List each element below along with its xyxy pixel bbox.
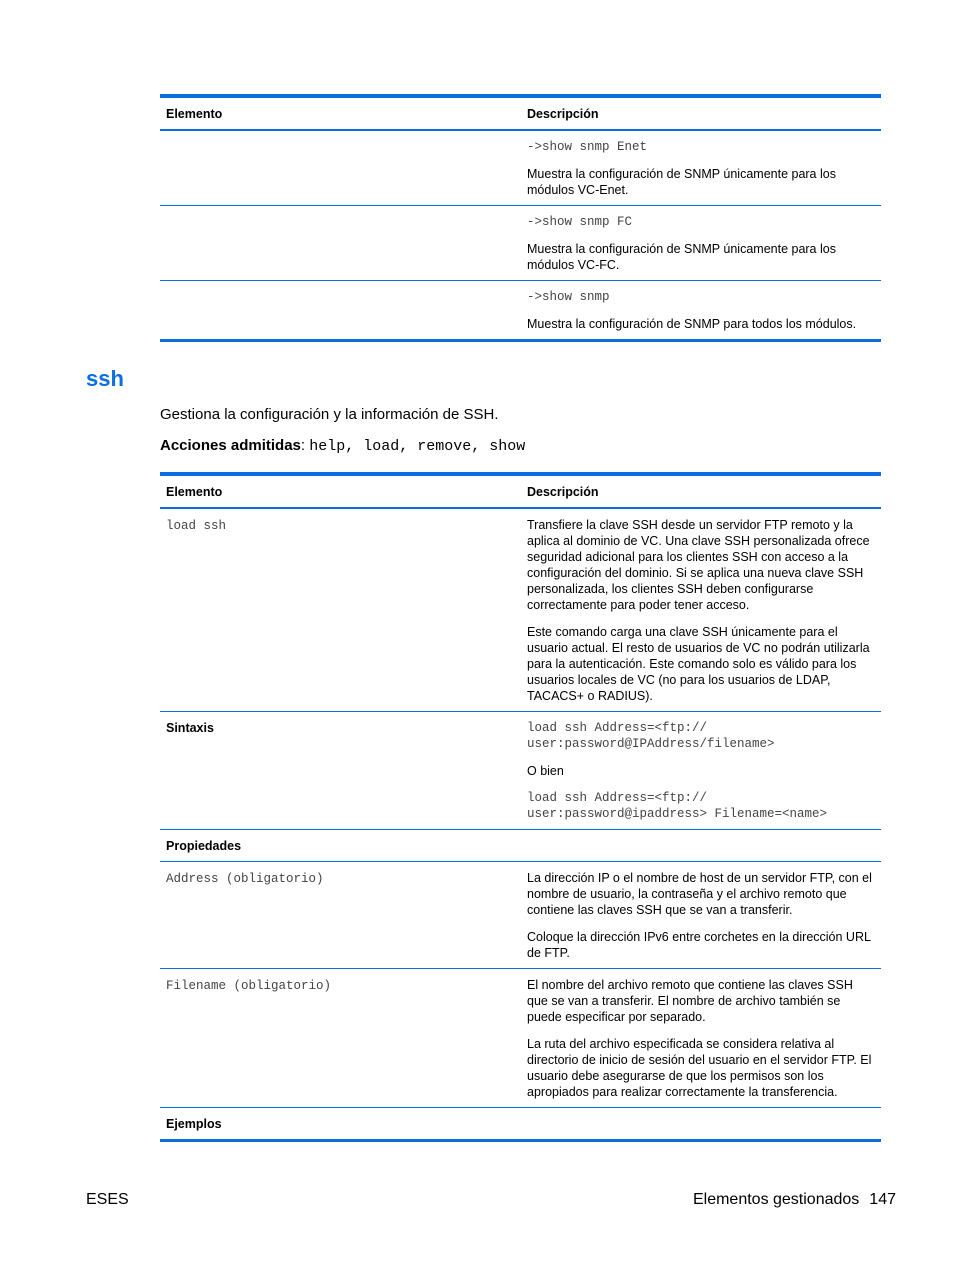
syntax-line <box>527 790 875 822</box>
footer-locale: ESES <box>86 1191 129 1208</box>
command-text: ->show snmp Enet <box>527 140 648 154</box>
element-cell <box>160 206 521 281</box>
element-cell <box>160 281 521 341</box>
syntax-line-1b: user:password@IPAddress/filename> <box>527 737 775 751</box>
description-text: Muestra la configuración de SNMP únicamente para los módulos VC-Enet. <box>527 167 836 197</box>
syntax-line-1a: load ssh Address=<ftp:// <box>527 721 708 735</box>
section-title: ssh <box>86 366 124 391</box>
description-text: La ruta del archivo especificada se considera relativa al directorio de inicio de sesión del usuario en el servidor FTP. El usuario debe asegurarse de que los permisos son los apropiados para realizar correctamente la transferencia. <box>527 1037 872 1099</box>
table-row <box>160 130 881 206</box>
actions-value: help, load, remove, show <box>309 438 526 455</box>
element-cell <box>160 830 521 862</box>
page-number: 147 <box>869 1191 896 1208</box>
table-row-load <box>160 508 881 712</box>
element-cell <box>160 862 521 969</box>
supported-actions <box>160 437 525 455</box>
actions-label: Acciones admitidas <box>160 437 301 454</box>
footer-section-title: Elementos gestionados <box>692 1191 860 1208</box>
examples-label: Ejemplos <box>166 1117 222 1131</box>
header-description: Descripción <box>521 474 881 508</box>
command-text: ->show snmp <box>527 290 610 304</box>
snmp-show-table <box>160 94 881 342</box>
header-description: Descripción <box>521 96 881 130</box>
description-text: Coloque la dirección IPv6 entre corchetes en la dirección URL de FTP. <box>527 930 871 960</box>
description-cell <box>521 281 881 341</box>
header-element: Elemento <box>160 96 521 130</box>
actions-separator: : <box>300 437 310 454</box>
syntax-line-2b: user:password@ipaddress> Filename=<name> <box>527 807 828 821</box>
element-property: Filename (obligatorio) <box>166 979 332 993</box>
element-cell <box>160 130 521 206</box>
description-text: El nombre del archivo remoto que contiene las claves SSH que se van a transferir. El nombre de archivo también se puede especificar por separado. <box>527 978 853 1024</box>
description-text: Transfiere la clave SSH desde un servidor FTP remoto y la aplica al dominio de VC. Una clave SSH personalizada ofrece seguridad adicional para los clientes SSH con acceso a la configuración del dominio. Si se aplica una nueva clave SSH personalizada, los clientes SSH deben configurarse correctamente para poder tener acceso. <box>527 518 870 612</box>
table-row <box>160 281 881 341</box>
description-cell <box>521 712 881 830</box>
table-header-row <box>160 474 881 508</box>
description-text: Muestra la configuración de SNMP para todos los módulos. <box>527 317 857 331</box>
description-cell <box>521 830 881 862</box>
table-row-syntax <box>160 712 881 830</box>
description-cell <box>521 130 881 206</box>
properties-label: Propiedades <box>166 839 242 853</box>
description-text: Muestra la configuración de SNMP únicamente para los módulos VC-FC. <box>527 242 836 272</box>
syntax-line <box>527 720 875 752</box>
description-cell <box>521 862 881 969</box>
header-element: Elemento <box>160 474 521 508</box>
syntax-or: O bien <box>527 764 564 778</box>
table-row <box>160 206 881 281</box>
syntax-label: Sintaxis <box>166 721 214 735</box>
element-cell <box>160 508 521 712</box>
element-cell <box>160 969 521 1108</box>
table-header-row <box>160 96 881 130</box>
description-text: La dirección IP o el nombre de host de un servidor FTP, con el nombre de usuario, la contraseña y el archivo remoto que contiene las claves SSH que se van a transferir. <box>527 871 872 917</box>
description-cell <box>521 969 881 1108</box>
table-row-address <box>160 862 881 969</box>
description-cell <box>521 508 881 712</box>
description-cell <box>521 206 881 281</box>
command-text: ->show snmp FC <box>527 215 633 229</box>
element-property: Address (obligatorio) <box>166 872 324 886</box>
element-command: load ssh <box>166 519 227 533</box>
element-cell <box>160 712 521 830</box>
description-cell <box>521 1108 881 1141</box>
table-row-properties <box>160 830 881 862</box>
table-row-filename <box>160 969 881 1108</box>
footer-section <box>693 1191 896 1209</box>
description-text: Este comando carga una clave SSH únicamente para el usuario actual. El resto de usuarios de VC no podrán utilizarla para la autenticación. Este comando solo es válido para los usuarios locales de VC (no para los usuarios de LDAP, TACACS+ o RADIUS). <box>527 625 870 703</box>
element-cell <box>160 1108 521 1141</box>
section-intro: Gestiona la configuración y la información de SSH. <box>160 406 499 423</box>
syntax-line-2a: load ssh Address=<ftp:// <box>527 791 708 805</box>
ssh-table <box>160 472 881 1142</box>
table-row-examples <box>160 1108 881 1141</box>
